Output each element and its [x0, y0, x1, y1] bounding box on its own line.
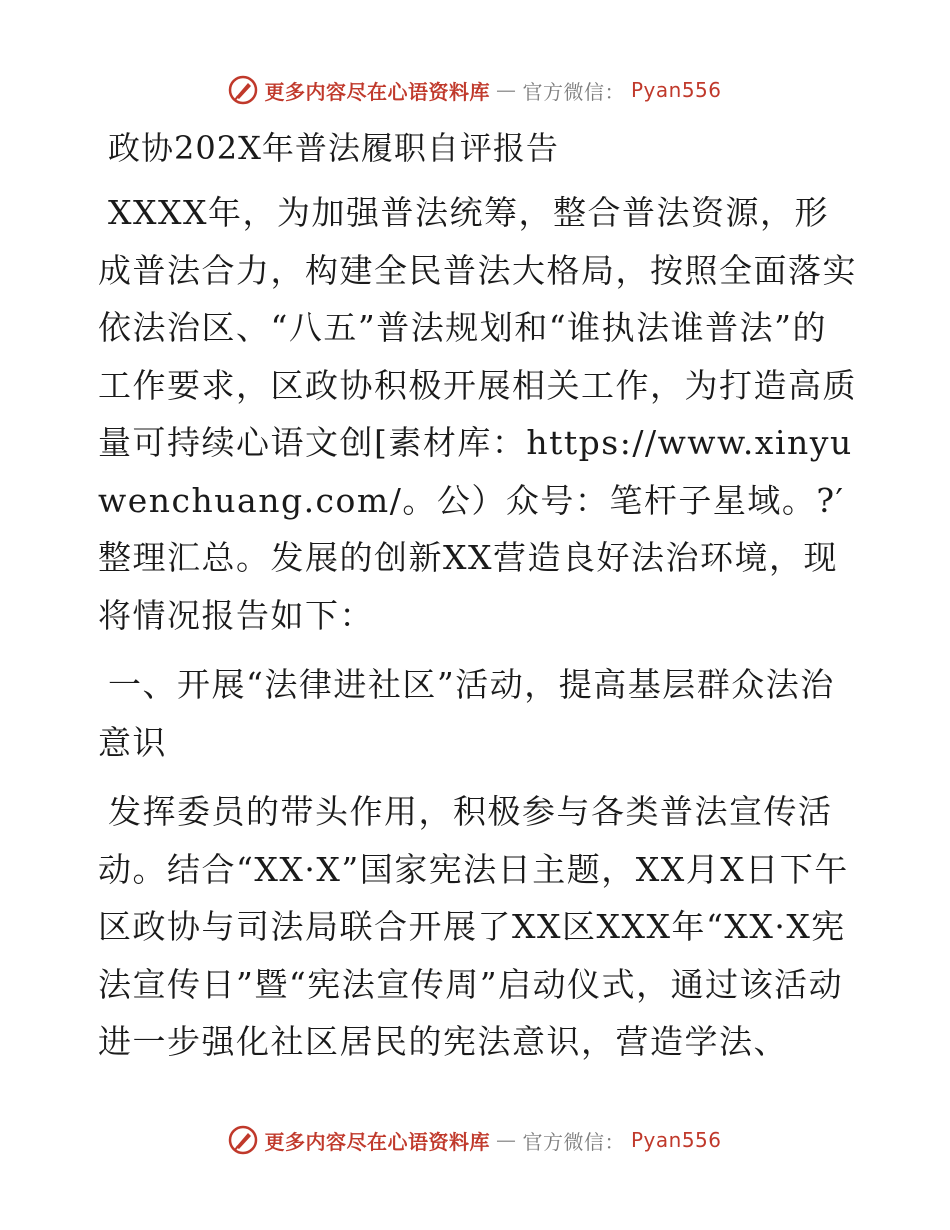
quill-pen-logo-icon	[228, 1125, 258, 1155]
quill-pen-logo-icon	[228, 75, 258, 105]
banner-separator: —	[495, 1128, 517, 1152]
official-wechat-label: 官方微信：	[522, 79, 625, 104]
header-watermark-banner	[0, 70, 950, 110]
footer-watermark-banner	[0, 1120, 950, 1160]
wechat-id: Pyan556	[630, 78, 722, 102]
wechat-id: Pyan556	[630, 1128, 722, 1152]
intro-paragraph: XXXX年，为加强普法统筹，整合普法资源，形成普法合力，构建全民普法大格局，按照全面落实依法治区、“八五”普法规划和“谁执法谁普法”的工作要求，区政协积极开展相关工作，为打造高质量可持续心语文创[素材库：https://www.xinyuwenchuang.com/。公）众号：笔杆子星域。?′整理汇总。发展的创新XX营造良好法治环境，现将情况报告如下：	[98, 193, 857, 635]
section-1-paragraph: 发挥委员的带头作用，积极参与各类普法宣传活动。结合“XX·X”国家宪法日主题，XX月X日下午区政协与司法局联合开展了XX区XXX年“XX·X宪法宣传日”暨“宪法宣传周”启动仪式，通过该活动进一步强化社区居民的宪法意识，营造学法、	[98, 792, 849, 1061]
section-1-heading: 一、开展“法律进社区”活动，提高基层群众法治意识	[98, 665, 835, 762]
document-title: 政协202X年普法履职自评报告	[108, 129, 559, 167]
banner-separator: —	[495, 78, 517, 102]
official-wechat-label: 官方微信：	[522, 1129, 625, 1154]
document-body	[98, 124, 858, 1083]
library-text: 更多内容尽在心语资料库	[264, 79, 490, 104]
library-text: 更多内容尽在心语资料库	[264, 1129, 490, 1154]
